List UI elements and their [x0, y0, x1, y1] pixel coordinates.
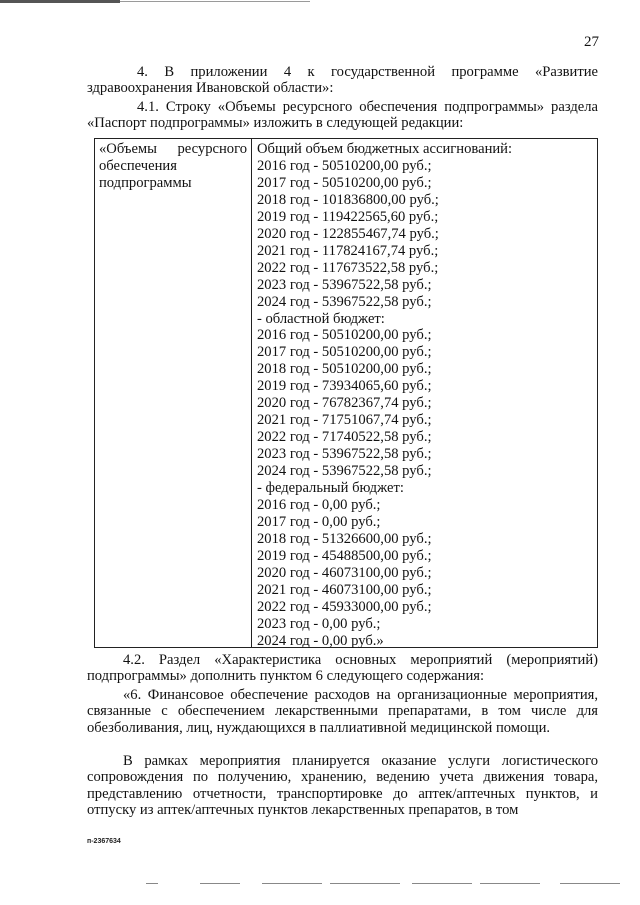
table-left-cell [99, 141, 247, 192]
budget-line: 2018 год - 50510200,00 руб.; [257, 361, 432, 378]
budget-line: 2020 год - 122855467,74 руб.; [257, 225, 439, 242]
paragraph-item-4: 4. В приложении 4 к государственной программе «Развитие здравоохранения Ивановской области»: [87, 64, 598, 97]
scan-artifact-bottom [412, 883, 472, 884]
scan-artifact-bottom [200, 883, 240, 884]
table-right-cell [257, 141, 593, 650]
budget-line: 2022 год - 45933000,00 руб.; [257, 598, 432, 615]
page-number: 27 [584, 34, 599, 50]
budget-line: 2023 год - 0,00 руб.; [257, 615, 381, 632]
budget-line: Общий объем бюджетных ассигнований: [257, 141, 513, 157]
scan-artifact-bottom [480, 883, 540, 884]
budget-line: 2023 год - 53967522,58 руб.; [257, 276, 432, 293]
scan-artifact-top-line [120, 1, 310, 2]
scan-artifact-top [0, 0, 120, 3]
budget-line: 2021 год - 46073100,00 руб.; [257, 581, 432, 598]
left-cell-line-3: подпрограммы [99, 174, 192, 191]
budget-line: - федеральный бюджет: [257, 480, 404, 497]
document-code: п-2367634 [87, 838, 121, 845]
paragraph-item-4-2: 4.2. Раздел «Характеристика основных мероприятий (мероприятий) подпрограммы» дополнить пунктом 6 следующего содержания: [87, 652, 598, 685]
budget-line: 2022 год - 71740522,58 руб.; [257, 429, 432, 446]
budget-line: 2016 год - 50510200,00 руб.; [257, 157, 432, 174]
budget-line: 2017 год - 50510200,00 руб.; [257, 174, 432, 191]
left-cell-word-1: «Объемы [99, 141, 157, 157]
left-cell-word-2: ресурсного [177, 141, 247, 157]
paragraph-logistics: В рамках мероприятия планируется оказание услуги логистического сопровождения по получению, хранению, ведению учета движения товара, представлению отчетности, транспортировке до аптек/аптечных пунктов, и отпуску из аптек/аптечных пунктов лекарственных препаратов, в том [87, 753, 598, 819]
table-column-divider [251, 139, 252, 647]
budget-line: 2021 год - 71751067,74 руб.; [257, 412, 432, 429]
budget-line: 2024 год - 0,00 руб.» [257, 632, 384, 649]
budget-line: 2023 год - 53967522,58 руб.; [257, 446, 432, 463]
scan-artifact-bottom [560, 883, 620, 884]
budget-line: 2018 год - 51326600,00 руб.; [257, 530, 432, 547]
scan-artifact-bottom [330, 883, 400, 884]
paragraph-item-4-1: 4.1. Строку «Объемы ресурсного обеспечения подпрограммы» раздела «Паспорт подпрограммы» изложить в следующей редакции: [87, 99, 598, 132]
budget-line: 2017 год - 0,00 руб.; [257, 513, 381, 530]
budget-line: 2024 год - 53967522,58 руб.; [257, 463, 432, 480]
budget-line: 2019 год - 119422565,60 руб.; [257, 208, 439, 225]
budget-line: 2020 год - 76782367,74 руб.; [257, 395, 432, 412]
left-cell-line-2: обеспечения [99, 157, 177, 174]
budget-line: 2016 год - 0,00 руб.; [257, 497, 381, 514]
budget-line: - областной бюджет: [257, 310, 385, 327]
budget-line: 2019 год - 45488500,00 руб.; [257, 547, 432, 564]
budget-line: 2016 год - 50510200,00 руб.; [257, 327, 432, 344]
resources-table [94, 138, 598, 648]
budget-line: 2018 год - 101836800,00 руб.; [257, 191, 439, 208]
budget-line: 2017 год - 50510200,00 руб.; [257, 344, 432, 361]
budget-line: 2024 год - 53967522,58 руб.; [257, 293, 432, 310]
budget-line: 2019 год - 73934065,60 руб.; [257, 378, 432, 395]
budget-line: 2020 год - 46073100,00 руб.; [257, 564, 432, 581]
paragraph-item-6: «6. Финансовое обеспечение расходов на организационные мероприятия, связанные с обеспечением лекарственными препаратами, в том числе для обезболивания, лиц, нуждающихся в паллиативной медицинской помощи. [87, 687, 598, 736]
budget-line: 2022 год - 117673522,58 руб.; [257, 259, 439, 276]
scan-artifact-bottom [146, 883, 158, 884]
scan-artifact-bottom [262, 883, 322, 884]
budget-line: 2021 год - 117824167,74 руб.; [257, 242, 439, 259]
